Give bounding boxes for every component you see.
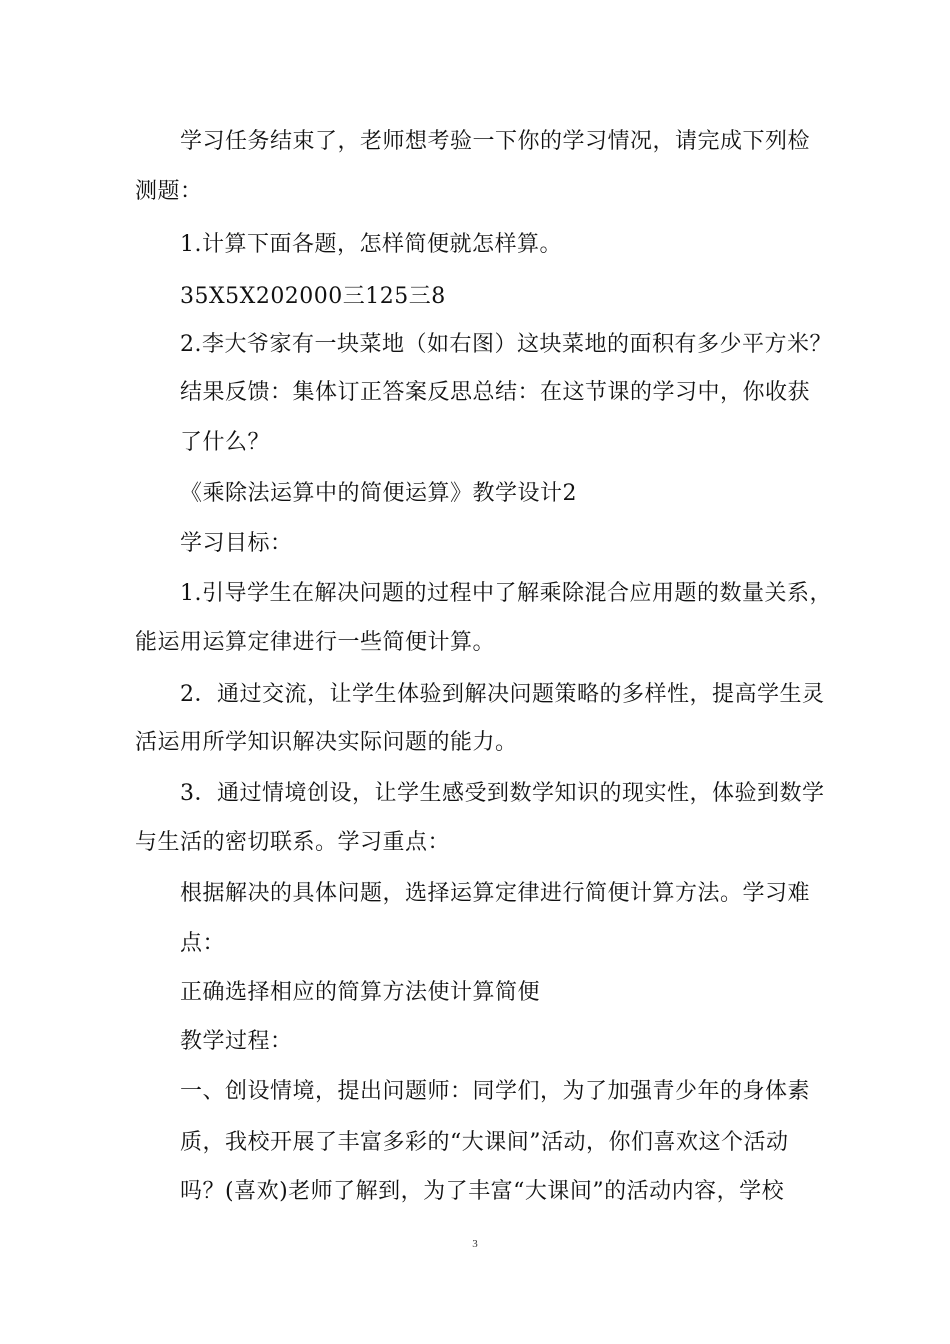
formula-line: 35X5X202000三125三8: [180, 284, 446, 309]
text-line: 一、创设情境，提出问题师：同学们，为了加强青少年的身体素: [180, 1079, 811, 1104]
text-line: 2．通过交流，让学生体验到解决问题策略的多样性，提高学生灵: [180, 682, 825, 707]
text-line: 学习任务结束了，老师想考验一下你的学习情况，请完成下列检: [180, 129, 811, 154]
text-line: 测题：: [135, 179, 203, 204]
text-line: 教学过程：: [180, 1029, 293, 1054]
text-line: 吗？(喜欢)老师了解到，为了丰富“大课间”的活动内容，学校: [180, 1179, 785, 1204]
page-number: 3: [472, 1238, 478, 1250]
text-line: 了什么？: [180, 430, 271, 455]
text-line: 根据解决的具体问题，选择运算定律进行简便计算方法。学习难: [180, 881, 811, 906]
text-line: 能运用运算定律进行一些简便计算。: [135, 630, 496, 655]
text-line: 活运用所学知识解决实际问题的能力。: [135, 730, 518, 755]
text-line: 点：: [180, 931, 226, 956]
text-line: 1.引导学生在解决问题的过程中了解乘除混合应用题的数量关系，: [180, 581, 832, 606]
text-line: 学习目标：: [180, 531, 293, 556]
text-line: 质，我校开展了丰富多彩的“大课间”活动，你们喜欢这个活动: [180, 1130, 789, 1155]
text-line: 2.李大爷家有一块菜地（如右图）这块菜地的面积有多少平方米？: [180, 332, 832, 357]
text-line: 1.计算下面各题，怎样简便就怎样算。: [180, 232, 562, 257]
text-line: 3．通过情境创设，让学生感受到数学知识的现实性，体验到数学: [180, 781, 825, 806]
text-line: 正确选择相应的简算方法使计算简便: [180, 980, 541, 1005]
text-line: 与生活的密切联系。学习重点：: [135, 830, 451, 855]
section-title: 《乘除法运算中的简便运算》教学设计2: [180, 481, 577, 506]
text-line: 结果反馈：集体订正答案反思总结：在这节课的学习中，你收获: [180, 380, 811, 405]
